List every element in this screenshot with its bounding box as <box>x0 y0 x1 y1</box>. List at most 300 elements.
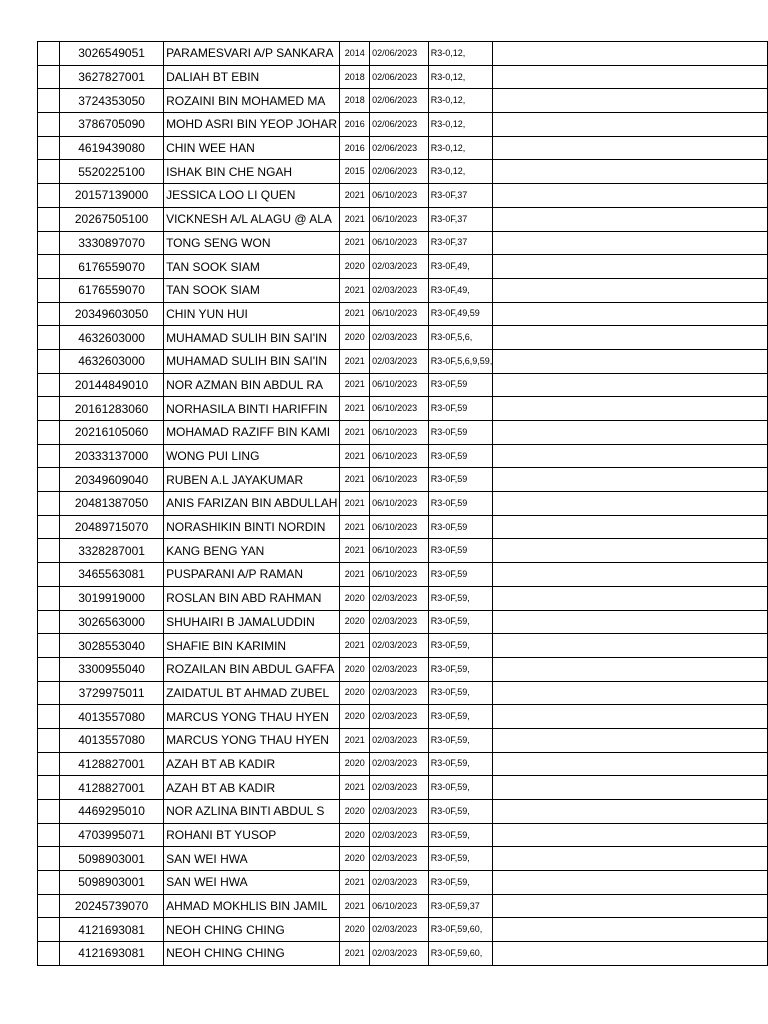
code-cell: R3-0F,59 <box>428 373 493 397</box>
remarks-cell <box>493 918 768 942</box>
account-id-cell: 20144849010 <box>60 373 164 397</box>
code-cell: R3-0F,59 <box>428 468 493 492</box>
remarks-cell <box>493 942 768 966</box>
account-id-cell: 4128827001 <box>60 776 164 800</box>
blank-cell <box>38 468 60 492</box>
remarks-cell <box>493 89 768 113</box>
name-cell: NOR AZMAN BIN ABDUL RA <box>164 373 340 397</box>
account-id-cell: 3465563081 <box>60 563 164 587</box>
name-cell: MUHAMAD SULIH BIN SAI'IN <box>164 326 340 350</box>
account-id-cell: 6176559070 <box>60 278 164 302</box>
records-table <box>37 41 768 966</box>
code-cell: R3-0F,59,37 <box>428 894 493 918</box>
date-cell: 02/03/2023 <box>370 752 429 776</box>
blank-cell <box>38 657 60 681</box>
date-cell: 02/06/2023 <box>370 136 429 160</box>
blank-cell <box>38 634 60 658</box>
account-id-cell: 3019919000 <box>60 586 164 610</box>
year-cell: 2020 <box>340 681 370 705</box>
table-row <box>38 681 768 705</box>
account-id-cell: 6176559070 <box>60 255 164 279</box>
account-id-cell: 4128827001 <box>60 752 164 776</box>
year-cell: 2021 <box>340 421 370 445</box>
date-cell: 02/06/2023 <box>370 89 429 113</box>
date-cell: 02/03/2023 <box>370 728 429 752</box>
name-cell: RUBEN A.L JAYAKUMAR <box>164 468 340 492</box>
date-cell: 02/03/2023 <box>370 657 429 681</box>
name-cell: ROZAINI BIN MOHAMED MA <box>164 89 340 113</box>
blank-cell <box>38 373 60 397</box>
remarks-cell <box>493 468 768 492</box>
code-cell: R3-0F,59, <box>428 586 493 610</box>
date-cell: 06/10/2023 <box>370 563 429 587</box>
year-cell: 2021 <box>340 302 370 326</box>
code-cell: R3-0F,59, <box>428 823 493 847</box>
date-cell: 06/10/2023 <box>370 373 429 397</box>
remarks-cell <box>493 231 768 255</box>
account-id-cell: 5098903001 <box>60 847 164 871</box>
blank-cell <box>38 586 60 610</box>
code-cell: R3-0F,59 <box>428 397 493 421</box>
code-cell: R3-0F,59, <box>428 610 493 634</box>
blank-cell <box>38 847 60 871</box>
remarks-cell <box>493 847 768 871</box>
table-row <box>38 326 768 350</box>
date-cell: 06/10/2023 <box>370 444 429 468</box>
name-cell: ISHAK BIN CHE NGAH <box>164 160 340 184</box>
code-cell: R3-0F,59, <box>428 776 493 800</box>
date-cell: 06/10/2023 <box>370 468 429 492</box>
year-cell: 2020 <box>340 823 370 847</box>
account-id-cell: 3724353050 <box>60 89 164 113</box>
account-id-cell: 4619439080 <box>60 136 164 160</box>
name-cell: SAN WEI HWA <box>164 847 340 871</box>
remarks-cell <box>493 42 768 66</box>
name-cell: KANG BENG YAN <box>164 539 340 563</box>
account-id-cell: 3300955040 <box>60 657 164 681</box>
date-cell: 02/03/2023 <box>370 823 429 847</box>
date-cell: 06/10/2023 <box>370 492 429 516</box>
code-cell: R3-0F,37 <box>428 231 493 255</box>
remarks-cell <box>493 728 768 752</box>
account-id-cell: 4632603000 <box>60 349 164 373</box>
remarks-cell <box>493 657 768 681</box>
year-cell: 2021 <box>340 563 370 587</box>
remarks-cell <box>493 326 768 350</box>
date-cell: 06/10/2023 <box>370 184 429 208</box>
blank-cell <box>38 563 60 587</box>
remarks-cell <box>493 207 768 231</box>
date-cell: 06/10/2023 <box>370 397 429 421</box>
code-cell: R3-0F,59 <box>428 515 493 539</box>
remarks-cell <box>493 255 768 279</box>
account-id-cell: 20349603050 <box>60 302 164 326</box>
remarks-cell <box>493 586 768 610</box>
name-cell: AZAH BT AB KADIR <box>164 752 340 776</box>
blank-cell <box>38 302 60 326</box>
name-cell: AHMAD MOKHLIS BIN JAMIL <box>164 894 340 918</box>
blank-cell <box>38 421 60 445</box>
blank-cell <box>38 326 60 350</box>
account-id-cell: 20481387050 <box>60 492 164 516</box>
blank-cell <box>38 800 60 824</box>
remarks-cell <box>493 610 768 634</box>
account-id-cell: 20267505100 <box>60 207 164 231</box>
year-cell: 2020 <box>340 847 370 871</box>
code-cell: R3-0F,59, <box>428 634 493 658</box>
name-cell: VICKNESH A/L ALAGU @ ALA <box>164 207 340 231</box>
table-row <box>38 492 768 516</box>
date-cell: 06/10/2023 <box>370 539 429 563</box>
blank-cell <box>38 871 60 895</box>
year-cell: 2021 <box>340 278 370 302</box>
year-cell: 2021 <box>340 539 370 563</box>
table-row <box>38 231 768 255</box>
account-id-cell: 20157139000 <box>60 184 164 208</box>
account-id-cell: 5098903001 <box>60 871 164 895</box>
name-cell: MUHAMAD SULIH BIN SAI'IN <box>164 349 340 373</box>
table-row <box>38 42 768 66</box>
table-row <box>38 421 768 445</box>
table-row <box>38 278 768 302</box>
name-cell: JESSICA LOO LI QUEN <box>164 184 340 208</box>
code-cell: R3-0F,59 <box>428 563 493 587</box>
date-cell: 02/03/2023 <box>370 871 429 895</box>
account-id-cell: 4703995071 <box>60 823 164 847</box>
table-row <box>38 586 768 610</box>
code-cell: R3-0F,59 <box>428 492 493 516</box>
name-cell: ZAIDATUL BT AHMAD ZUBEL <box>164 681 340 705</box>
account-id-cell: 4013557080 <box>60 728 164 752</box>
date-cell: 02/03/2023 <box>370 942 429 966</box>
blank-cell <box>38 444 60 468</box>
name-cell: AZAH BT AB KADIR <box>164 776 340 800</box>
date-cell: 02/03/2023 <box>370 255 429 279</box>
name-cell: MOHD ASRI BIN YEOP JOHAR <box>164 113 340 137</box>
remarks-cell <box>493 421 768 445</box>
remarks-cell <box>493 894 768 918</box>
code-cell: R3-0,12, <box>428 136 493 160</box>
name-cell: MOHAMAD RAZIFF BIN KAMI <box>164 421 340 445</box>
name-cell: MARCUS YONG THAU HYEN <box>164 728 340 752</box>
table-row <box>38 705 768 729</box>
name-cell: NEOH CHING CHING <box>164 942 340 966</box>
year-cell: 2020 <box>340 800 370 824</box>
blank-cell <box>38 492 60 516</box>
blank-cell <box>38 776 60 800</box>
year-cell: 2021 <box>340 397 370 421</box>
code-cell: R3-0,12, <box>428 113 493 137</box>
blank-cell <box>38 113 60 137</box>
table-row <box>38 89 768 113</box>
code-cell: R3-0,12, <box>428 42 493 66</box>
table-row <box>38 918 768 942</box>
remarks-cell <box>493 563 768 587</box>
remarks-cell <box>493 184 768 208</box>
code-cell: R3-0F,59,60, <box>428 942 493 966</box>
code-cell: R3-0F,59, <box>428 752 493 776</box>
blank-cell <box>38 918 60 942</box>
remarks-cell <box>493 444 768 468</box>
year-cell: 2021 <box>340 776 370 800</box>
account-id-cell: 20216105060 <box>60 421 164 445</box>
name-cell: TAN SOOK SIAM <box>164 278 340 302</box>
year-cell: 2020 <box>340 705 370 729</box>
remarks-cell <box>493 65 768 89</box>
table-row <box>38 468 768 492</box>
name-cell: ROHANI BT YUSOP <box>164 823 340 847</box>
remarks-cell <box>493 492 768 516</box>
account-id-cell: 3330897070 <box>60 231 164 255</box>
date-cell: 02/06/2023 <box>370 42 429 66</box>
code-cell: R3-0F,59 <box>428 421 493 445</box>
account-id-cell: 3786705090 <box>60 113 164 137</box>
blank-cell <box>38 136 60 160</box>
date-cell: 02/03/2023 <box>370 800 429 824</box>
remarks-cell <box>493 160 768 184</box>
blank-cell <box>38 278 60 302</box>
year-cell: 2016 <box>340 136 370 160</box>
remarks-cell <box>493 823 768 847</box>
name-cell: NEOH CHING CHING <box>164 918 340 942</box>
account-id-cell: 3328287001 <box>60 539 164 563</box>
table-row <box>38 184 768 208</box>
year-cell: 2020 <box>340 752 370 776</box>
code-cell: R3-0F,59, <box>428 800 493 824</box>
year-cell: 2021 <box>340 184 370 208</box>
code-cell: R3-0F,59, <box>428 657 493 681</box>
table-row <box>38 657 768 681</box>
date-cell: 02/03/2023 <box>370 610 429 634</box>
table-row <box>38 207 768 231</box>
table-row <box>38 65 768 89</box>
remarks-cell <box>493 302 768 326</box>
date-cell: 06/10/2023 <box>370 515 429 539</box>
name-cell: ANIS FARIZAN BIN ABDULLAH <box>164 492 340 516</box>
code-cell: R3-0F,59 <box>428 444 493 468</box>
blank-cell <box>38 255 60 279</box>
name-cell: ROSLAN BIN ABD RAHMAN <box>164 586 340 610</box>
year-cell: 2021 <box>340 515 370 539</box>
year-cell: 2018 <box>340 65 370 89</box>
year-cell: 2021 <box>340 634 370 658</box>
year-cell: 2020 <box>340 326 370 350</box>
blank-cell <box>38 752 60 776</box>
account-id-cell: 20349609040 <box>60 468 164 492</box>
date-cell: 02/03/2023 <box>370 326 429 350</box>
blank-cell <box>38 160 60 184</box>
name-cell: PUSPARANI A/P RAMAN <box>164 563 340 587</box>
table-row <box>38 776 768 800</box>
table-row <box>38 942 768 966</box>
table-row <box>38 894 768 918</box>
remarks-cell <box>493 800 768 824</box>
year-cell: 2021 <box>340 728 370 752</box>
table-row <box>38 515 768 539</box>
remarks-cell <box>493 136 768 160</box>
blank-cell <box>38 610 60 634</box>
account-id-cell: 3026563000 <box>60 610 164 634</box>
year-cell: 2021 <box>340 871 370 895</box>
remarks-cell <box>493 634 768 658</box>
table-row <box>38 752 768 776</box>
year-cell: 2021 <box>340 894 370 918</box>
table-row <box>38 823 768 847</box>
date-cell: 06/10/2023 <box>370 894 429 918</box>
account-id-cell: 20161283060 <box>60 397 164 421</box>
year-cell: 2020 <box>340 918 370 942</box>
date-cell: 02/03/2023 <box>370 847 429 871</box>
code-cell: R3-0,12, <box>428 89 493 113</box>
table-row <box>38 634 768 658</box>
remarks-cell <box>493 397 768 421</box>
name-cell: MARCUS YONG THAU HYEN <box>164 705 340 729</box>
account-id-cell: 3627827001 <box>60 65 164 89</box>
year-cell: 2020 <box>340 657 370 681</box>
table-row <box>38 728 768 752</box>
account-id-cell: 4632603000 <box>60 326 164 350</box>
code-cell: R3-0F,59, <box>428 847 493 871</box>
year-cell: 2015 <box>340 160 370 184</box>
date-cell: 02/06/2023 <box>370 160 429 184</box>
code-cell: R3-0F,37 <box>428 184 493 208</box>
year-cell: 2021 <box>340 444 370 468</box>
code-cell: R3-0F,49, <box>428 278 493 302</box>
blank-cell <box>38 942 60 966</box>
remarks-cell <box>493 752 768 776</box>
table-row <box>38 539 768 563</box>
account-id-cell: 20489715070 <box>60 515 164 539</box>
code-cell: R3-0F,59,60, <box>428 918 493 942</box>
date-cell: 02/03/2023 <box>370 349 429 373</box>
code-cell: R3-0F,37 <box>428 207 493 231</box>
date-cell: 02/03/2023 <box>370 278 429 302</box>
date-cell: 06/10/2023 <box>370 231 429 255</box>
table-row <box>38 800 768 824</box>
blank-cell <box>38 894 60 918</box>
blank-cell <box>38 823 60 847</box>
account-id-cell: 20245739070 <box>60 894 164 918</box>
remarks-cell <box>493 705 768 729</box>
table-row <box>38 302 768 326</box>
blank-cell <box>38 42 60 66</box>
code-cell: R3-0,12, <box>428 160 493 184</box>
year-cell: 2020 <box>340 610 370 634</box>
year-cell: 2021 <box>340 492 370 516</box>
remarks-cell <box>493 776 768 800</box>
account-id-cell: 4121693081 <box>60 918 164 942</box>
account-id-cell: 4121693081 <box>60 942 164 966</box>
code-cell: R3-0F,59, <box>428 728 493 752</box>
date-cell: 02/03/2023 <box>370 918 429 942</box>
account-id-cell: 3026549051 <box>60 42 164 66</box>
table-row <box>38 847 768 871</box>
date-cell: 02/03/2023 <box>370 705 429 729</box>
account-id-cell: 4013557080 <box>60 705 164 729</box>
remarks-cell <box>493 515 768 539</box>
name-cell: TAN SOOK SIAM <box>164 255 340 279</box>
code-cell: R3-0F,59, <box>428 871 493 895</box>
name-cell: PARAMESVARI A/P SANKARA <box>164 42 340 66</box>
date-cell: 02/03/2023 <box>370 634 429 658</box>
date-cell: 02/03/2023 <box>370 586 429 610</box>
remarks-cell <box>493 373 768 397</box>
blank-cell <box>38 349 60 373</box>
remarks-cell <box>493 681 768 705</box>
blank-cell <box>38 207 60 231</box>
year-cell: 2021 <box>340 942 370 966</box>
code-cell: R3-0,12, <box>428 65 493 89</box>
table-row <box>38 373 768 397</box>
name-cell: WONG PUI LING <box>164 444 340 468</box>
account-id-cell: 5520225100 <box>60 160 164 184</box>
table-row <box>38 349 768 373</box>
name-cell: SHUHAIRI B JAMALUDDIN <box>164 610 340 634</box>
year-cell: 2021 <box>340 373 370 397</box>
table-row <box>38 255 768 279</box>
blank-cell <box>38 397 60 421</box>
year-cell: 2021 <box>340 207 370 231</box>
blank-cell <box>38 89 60 113</box>
year-cell: 2021 <box>340 468 370 492</box>
code-cell: R3-0F,5,6,9,59, <box>428 349 493 373</box>
name-cell: CHIN YUN HUI <box>164 302 340 326</box>
date-cell: 02/03/2023 <box>370 681 429 705</box>
year-cell: 2018 <box>340 89 370 113</box>
blank-cell <box>38 231 60 255</box>
table-row <box>38 610 768 634</box>
blank-cell <box>38 705 60 729</box>
account-id-cell: 3028553040 <box>60 634 164 658</box>
blank-cell <box>38 65 60 89</box>
name-cell: NORASHIKIN BINTI NORDIN <box>164 515 340 539</box>
name-cell: SHAFIE BIN KARIMIN <box>164 634 340 658</box>
date-cell: 02/06/2023 <box>370 65 429 89</box>
remarks-cell <box>493 278 768 302</box>
code-cell: R3-0F,49, <box>428 255 493 279</box>
blank-cell <box>38 681 60 705</box>
name-cell: DALIAH BT EBIN <box>164 65 340 89</box>
code-cell: R3-0F,59, <box>428 705 493 729</box>
blank-cell <box>38 184 60 208</box>
name-cell: TONG SENG WON <box>164 231 340 255</box>
date-cell: 06/10/2023 <box>370 207 429 231</box>
remarks-cell <box>493 539 768 563</box>
account-id-cell: 20333137000 <box>60 444 164 468</box>
account-id-cell: 4469295010 <box>60 800 164 824</box>
table-row <box>38 563 768 587</box>
table-row <box>38 136 768 160</box>
account-id-cell: 3729975011 <box>60 681 164 705</box>
year-cell: 2021 <box>340 231 370 255</box>
code-cell: R3-0F,59 <box>428 539 493 563</box>
year-cell: 2020 <box>340 255 370 279</box>
name-cell: NOR AZLINA BINTI ABDUL S <box>164 800 340 824</box>
code-cell: R3-0F,5,6, <box>428 326 493 350</box>
remarks-cell <box>493 349 768 373</box>
year-cell: 2014 <box>340 42 370 66</box>
name-cell: NORHASILA BINTI HARIFFIN <box>164 397 340 421</box>
remarks-cell <box>493 871 768 895</box>
name-cell: CHIN WEE HAN <box>164 136 340 160</box>
table-row <box>38 444 768 468</box>
records-table-body <box>38 42 768 966</box>
name-cell: SAN WEI HWA <box>164 871 340 895</box>
blank-cell <box>38 539 60 563</box>
table-row <box>38 113 768 137</box>
year-cell: 2016 <box>340 113 370 137</box>
date-cell: 02/03/2023 <box>370 776 429 800</box>
